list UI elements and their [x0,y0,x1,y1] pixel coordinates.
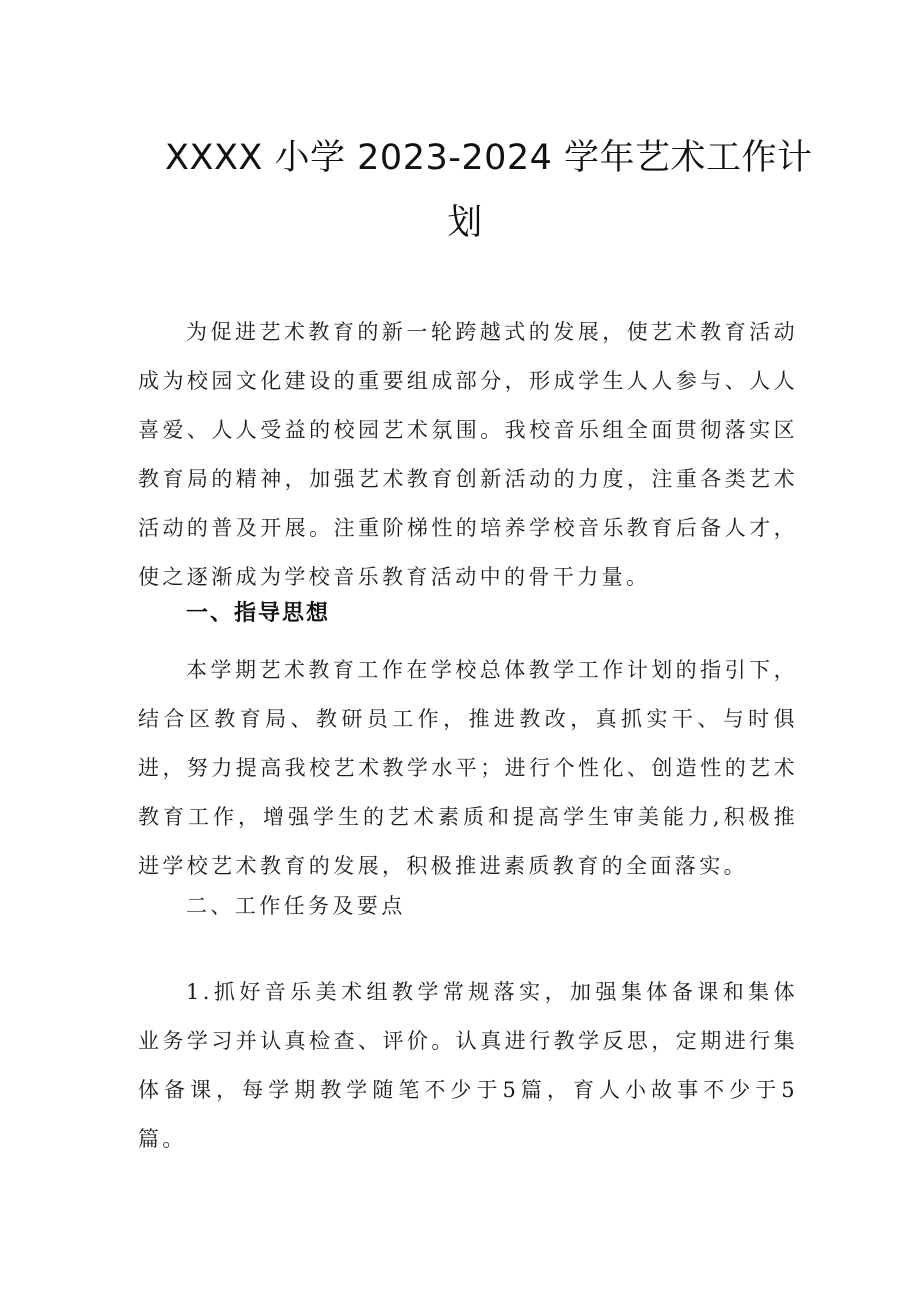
section-heading-tasks: 二、工作任务及要点 [186,894,406,918]
intro-paragraph-block [138,308,798,602]
guiding-ideology-block [138,646,798,891]
task-item-1-paragraph: 1.抓好音乐美术组教学常规落实，加强集体备课和集体业务学习并认真检查、评价。认真进行教学反思，定期进行集体备课，每学期教学随笔不少于5篇，育人小故事不少于5篇。 [138,980,798,1151]
task-item-1-block [138,968,798,1164]
document-title-line-1: XXXX 小学 2023-2024 学年艺术工作计 [165,138,813,178]
document-title-line-2: 划 [447,203,483,243]
intro-paragraph: 为促进艺术教育的新一轮跨越式的发展，使艺术教育活动成为校园文化建设的重要组成部分，形成学生人人参与、人人喜爱、人人受益的校园艺术氛围。我校音乐组全面贯彻落实区教育局的精神，加强艺术教育创新活动的力度，注重各类艺术活动的普及开展。注重阶梯性的培养学校音乐教育后备人才，使之逐渐成为学校音乐教育活动中的骨干力量。 [138,320,798,589]
section-heading-guiding-ideology: 一、指导思想 [186,601,331,626]
guiding-ideology-paragraph: 本学期艺术教育工作在学校总体教学工作计划的指引下，结合区教育局、教研员工作，推进教改，真抓实干、与时俱进，努力提高我校艺术教学水平；进行个性化、创造性的艺术教育工作，增强学生的艺术素质和提高学生审美能力,积极推进学校艺术教育的发展，积极推进素质教育的全面落实。 [138,658,798,878]
